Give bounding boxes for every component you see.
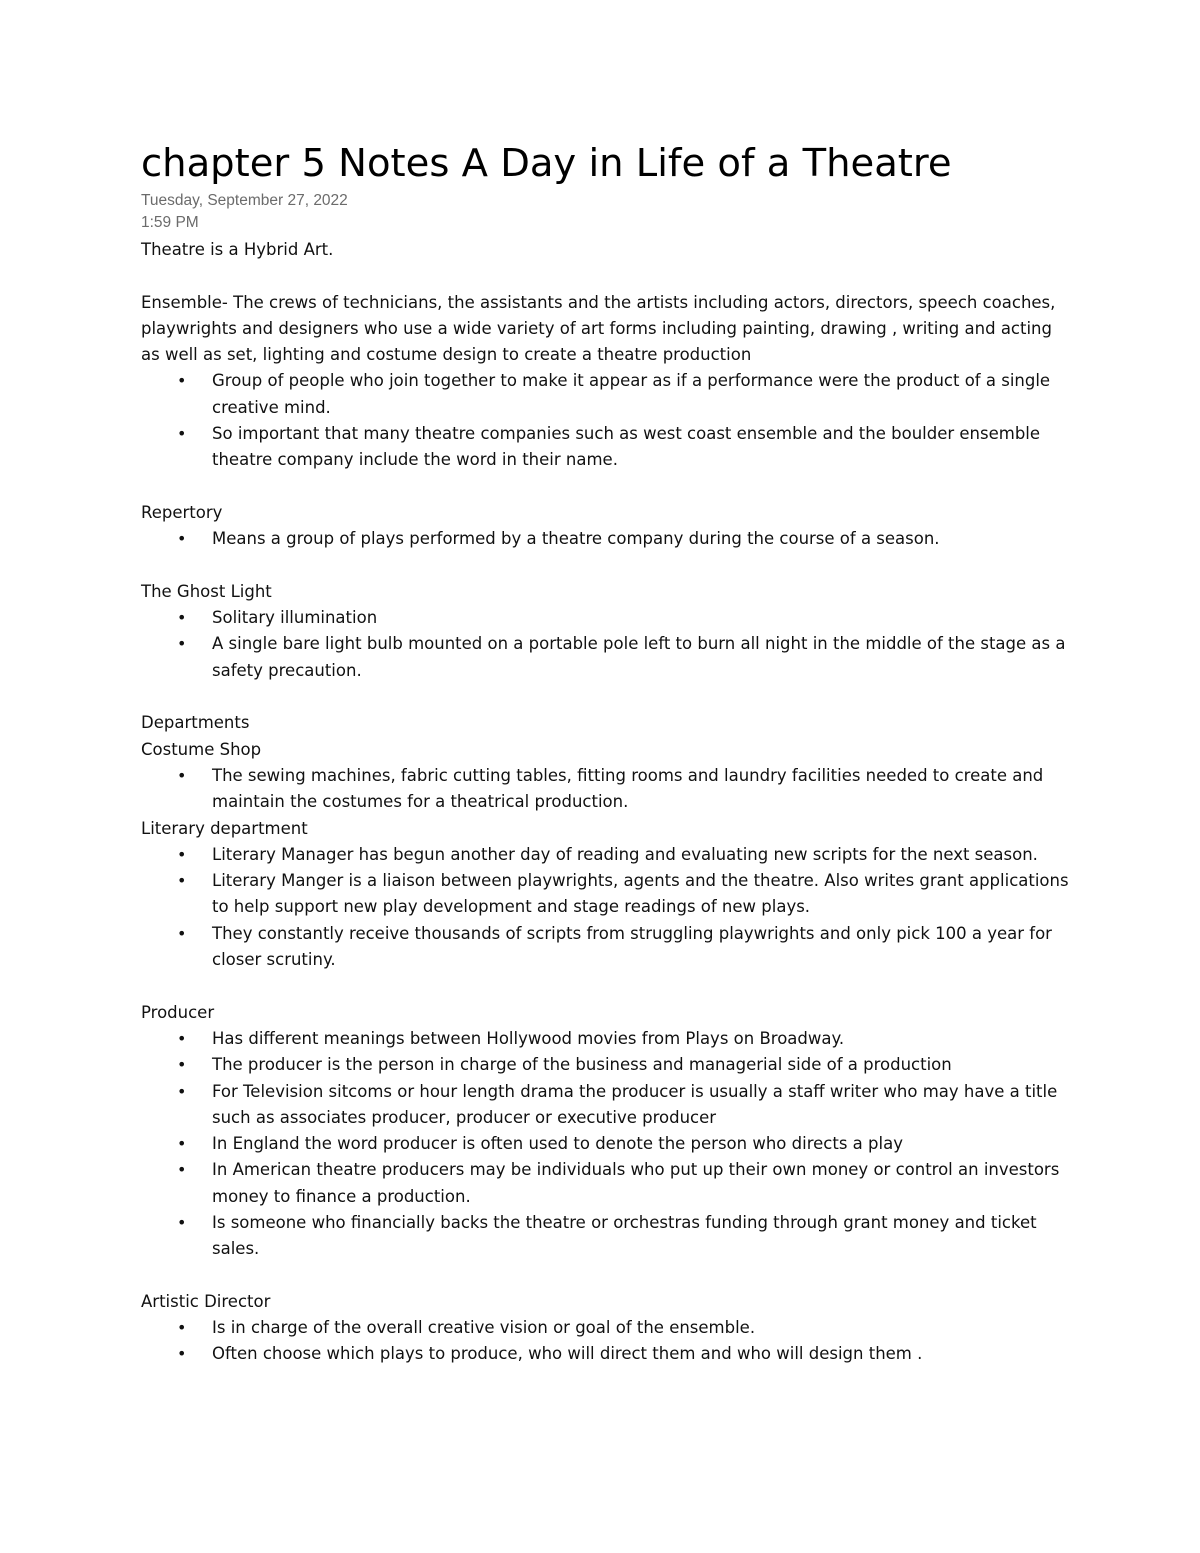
- page-title: chapter 5 Notes A Day in Life of a Theatre: [141, 141, 952, 186]
- list-item-text: Group of people who join together to make it appear as if a performance were the product of a single creative mind.: [212, 371, 1051, 417]
- bullet-icon: •: [177, 923, 187, 943]
- list-item: [141, 1210, 1071, 1263]
- subheading-costume-shop: Costume Shop: [141, 739, 262, 759]
- list-item-text: Is someone who financially backs the theatre or orchestras funding through grant money and ticket sales.: [212, 1212, 1037, 1259]
- note-body: [141, 237, 1071, 1368]
- bullet-icon: •: [177, 1134, 187, 1154]
- spacer: [141, 474, 1071, 500]
- list-item-text: The producer is the person in charge of the business and managerial side of a production: [212, 1055, 952, 1075]
- costume-shop-bullets: [141, 763, 1071, 816]
- list-item-text: Is in charge of the overall creative vision or goal of the ensemble.: [212, 1318, 756, 1338]
- list-item: [141, 526, 1071, 552]
- subheading-literary-department: Literary department: [141, 818, 308, 838]
- spacer: [141, 263, 1071, 289]
- bullet-icon: •: [177, 844, 187, 864]
- note-date: Tuesday, September 27, 2022: [141, 192, 348, 209]
- list-item: [141, 1131, 1071, 1157]
- list-item: [141, 1079, 1071, 1132]
- bullet-icon: •: [177, 634, 187, 654]
- bullet-icon: •: [177, 765, 187, 785]
- list-item: [141, 1341, 1071, 1367]
- spacer: [141, 973, 1071, 999]
- list-item-text: Often choose which plays to produce, who will direct them and who will design them .: [212, 1344, 923, 1364]
- list-item: [141, 1052, 1071, 1078]
- list-item: [141, 631, 1071, 684]
- section-heading-artistic-director: Artistic Director: [141, 1291, 271, 1311]
- intro-text: Theatre is a Hybrid Art.: [141, 240, 334, 259]
- list-item-text: The sewing machines, fabric cutting tables, fitting rooms and laundry facilities needed to create and maintain the costumes for a theatrical production.: [212, 765, 1044, 812]
- list-item-text: Means a group of plays performed by a theatre company during the course of a season.: [212, 529, 940, 549]
- list-item-text: For Television sitcoms or hour length drama the producer is usually a staff writer who may have a title such as associates producer, producer or executive producer: [212, 1081, 1058, 1127]
- list-item: [141, 921, 1071, 974]
- list-item: [141, 842, 1071, 868]
- bullet-icon: •: [177, 871, 187, 891]
- list-item: [141, 1026, 1071, 1052]
- spacer: [141, 553, 1071, 579]
- bullet-icon: •: [177, 1055, 187, 1075]
- section-heading-producer: Producer: [141, 1002, 215, 1022]
- list-item-text: A single bare light bulb mounted on a portable pole left to burn all night in the middle of the stage as a safety precaution.: [212, 634, 1066, 680]
- bullet-icon: •: [177, 1028, 187, 1048]
- list-item: [141, 1157, 1071, 1210]
- list-item: [141, 368, 1071, 421]
- section-heading-departments: Departments: [141, 713, 250, 733]
- bullet-icon: •: [177, 424, 187, 444]
- list-item-text: So important that many theatre companies such as west coast ensemble and the boulder ensemble theatre company include the word in their name.: [212, 424, 1041, 470]
- bullet-icon: •: [177, 1344, 187, 1364]
- ghost-light-bullets: [141, 605, 1071, 684]
- bullet-icon: •: [177, 1160, 187, 1180]
- bullet-icon: •: [177, 608, 187, 628]
- list-item: [141, 605, 1071, 631]
- section-heading-repertory: Repertory: [141, 502, 223, 522]
- list-item-text: Has different meanings between Hollywood movies from Plays on Broadway.: [212, 1028, 845, 1048]
- bullet-icon: •: [177, 1081, 187, 1101]
- list-item: [141, 868, 1071, 921]
- list-item-text: Solitary illumination: [212, 608, 378, 628]
- ensemble-bullets: [141, 368, 1071, 473]
- section-heading-ghost-light: The Ghost Light: [141, 581, 272, 601]
- artistic-director-bullets: [141, 1315, 1071, 1368]
- list-item: [141, 1315, 1071, 1341]
- bullet-icon: •: [177, 1212, 187, 1232]
- list-item-text: Literary Manager has begun another day of reading and evaluating new scripts for the next season.: [212, 844, 1038, 864]
- note-time: 1:59 PM: [141, 214, 199, 231]
- spacer: [141, 1263, 1071, 1289]
- producer-bullets: [141, 1026, 1071, 1263]
- ensemble-definition: Ensemble- The crews of technicians, the assistants and the artists including actors, directors, speech coaches, playwrights and designers who use a wide variety of art forms including painting, drawing , writing and acting as well as set, lighting and costume design to create a theatre production: [141, 292, 1056, 365]
- list-item-text: They constantly receive thousands of scripts from struggling playwrights and only pick 100 a year for closer scrutiny.: [212, 923, 1052, 970]
- list-item-text: In American theatre producers may be individuals who put up their own money or control an investors money to finance a production.: [212, 1160, 1060, 1206]
- bullet-icon: •: [177, 1318, 187, 1338]
- list-item: [141, 421, 1071, 474]
- bullet-icon: •: [177, 529, 187, 549]
- list-item-text: Literary Manger is a liaison between playwrights, agents and the theatre. Also writes grant applications to help support new play development and stage readings of new plays.: [212, 871, 1069, 917]
- list-item: [141, 763, 1071, 816]
- note-page: [141, 140, 1071, 1368]
- spacer: [141, 684, 1071, 710]
- repertory-bullets: [141, 526, 1071, 552]
- bullet-icon: •: [177, 371, 187, 391]
- literary-department-bullets: [141, 842, 1071, 973]
- list-item-text: In England the word producer is often used to denote the person who directs a play: [212, 1134, 903, 1154]
